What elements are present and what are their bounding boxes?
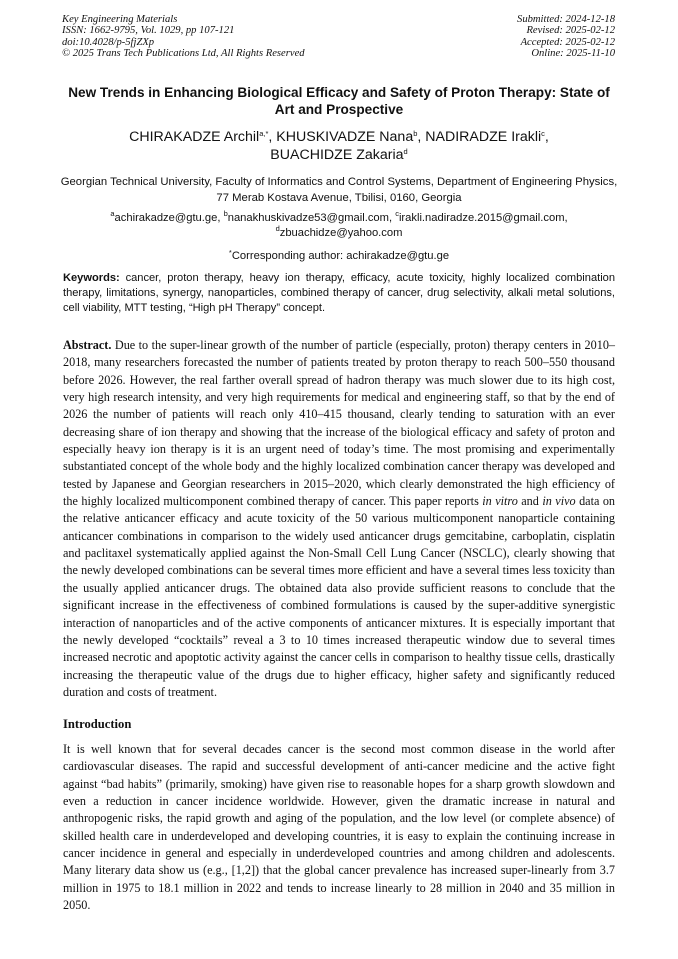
revised-date: Revised: 2025-02-12 <box>526 25 615 37</box>
online-date: Online: 2025-11-10 <box>531 47 615 59</box>
paper-title: New Trends in Enhancing Biological Efficacy and Safety of Proton Therapy: State of Art and Prospective <box>68 85 610 117</box>
submitted-date: Submitted: 2024-12-18 <box>517 14 615 25</box>
author-affiliation-mark: d <box>403 147 408 156</box>
publication-dates <box>517 14 615 59</box>
abstract-section <box>63 337 615 701</box>
author-name: KHUSKIVADZE Nana <box>276 129 414 145</box>
journal-info <box>62 14 305 59</box>
email-mark: c <box>395 209 399 218</box>
affiliation: Georgian Technical University, Faculty of Informatics and Control Systems, Department of Engineering Physics, 77 Merab Kostava Avenue, Tbilisi, 0160, Georgia <box>60 176 618 204</box>
email-mark: a <box>110 209 115 218</box>
author-affiliation-mark: c <box>541 129 545 138</box>
keywords-text: cancer, proton therapy, heavy ion therapy, efficacy, acute toxicity, highly localized combination therapy, limitations, synergy, nanoparticles, combined therapy of cancer, drug selectivity, alkali metal solutions, cell viability, MTT testing, “High pH Therapy” concept. <box>63 272 615 314</box>
introduction-paragraph: It is well known that for several decades cancer is the second most common disease in the world after cardiovascular diseases. The rapid and successful development of anti-cancer medicine and the active fight against “bad habits” (primarily, smoking) have given rise to reasonable hopes for a sharp growth slowdown and even a reduction in cancer incidence worldwide. However, given the dramatic increase in natural and anthropogenic risks, the rapid growth and aging of the population, and the low level (or complete absence) of skilled health care in underdeveloped and developing countries, it is easy to explain the continuing increase in cancer incidence in general and especially in underdeveloped countries and among children and adolescents. Many literary data show us (e.g., [1,2]) that the global cancer prevalence has increased super-linearly from 3.7 million in 1975 to 18.1 million in 2022 and tends to increase linearly to 28 million in 2040 and 35 million in 2050. <box>63 742 615 913</box>
keywords-section <box>63 271 615 316</box>
author-name: BUACHIDZE Zakaria <box>270 147 404 163</box>
accepted-date: Accepted: 2025-02-12 <box>520 36 615 48</box>
corresponding-author-mark: * <box>265 129 269 138</box>
abstract-text: Due to the super-linear growth of the number of particle (especially, proton) therapy centers in 2010–2018, many researchers forecasted the number of patients treated by proton therapy to reach 500–550 thousand before 2026. However, the real farther overall spread of hadron therapy was much slower due to its high cost, very high research intensity, and very high requirements for medical and engineering staff, so that by the end of 2026 the number of patients will reach only 410–415 thousand, clearly tending to saturation with an ever decreasing share of ion therapy and showing that the increase of the biological efficacy and safety of proton and especially heavy ion therapy is it is an urgent need of today’s time. The most promising and experimentally substantiated concept of the whole body and the highly localized combination cancer therapy was developed and tested by Japanese and Georgian researchers in 2015–2020, which clearly demonstrated the high efficiency of the highly localized multicomponent combined therapy of cancer. This paper reports <box>63 338 616 509</box>
author-name: CHIRAKADZE Archil <box>129 129 260 145</box>
in-vivo-term: in vivo <box>542 494 576 509</box>
issn-line: ISSN: 1662-9795, Vol. 1029, pp 107-121 <box>62 25 235 37</box>
email-link[interactable]: nanakhuskivadze53@gmail.com <box>227 212 389 224</box>
section-heading: Introduction <box>63 717 132 731</box>
corresponding-text: Corresponding author: achirakadze@gtu.ge <box>231 250 450 262</box>
email-mark: d <box>275 224 280 233</box>
author-affiliation-mark: a, <box>259 129 266 138</box>
email-link[interactable]: achirakadze@gtu.ge <box>114 212 218 224</box>
email-link[interactable]: zbuachidze@yahoo.com <box>279 227 403 239</box>
corresponding-mark: * <box>228 248 232 257</box>
abstract-label: Abstract. <box>63 338 112 352</box>
doi-line: doi:10.4028/p-5fjZXp <box>62 36 155 48</box>
email-mark: b <box>223 209 228 218</box>
author-name: NADIRADZE Irakli <box>425 129 542 145</box>
conjunction: and <box>521 494 539 509</box>
author-list: CHIRAKADZE Archil$^{a,*}$, KHUSKIVADZE Nana$^b$, NADIRADZE Irakli$^c$, BUACHIDZE Zakaria$^d$ <box>129 129 549 163</box>
journal-name: Key Engineering Materials <box>62 14 178 25</box>
corresponding-author <box>60 249 618 263</box>
author-affiliation-mark: b <box>413 129 418 138</box>
email-link[interactable]: irakli.nadiradze.2015@gmail.com <box>398 212 565 224</box>
copyright-line: © 2025 Trans Tech Publications Ltd, All Rights Reserved <box>62 47 305 59</box>
author-emails: $^a$achirakadze@gtu.ge, $^b$nanakhuskivadze53@gmail.com, $^c$irakli.nadiradze.2015@gmail.com, $^d$zbuachidze@yahoo.com <box>110 209 568 239</box>
in-vitro-term: in vitro <box>482 494 518 509</box>
keywords-label: Keywords: <box>63 272 120 284</box>
abstract-text: data on the relative anticancer efficacy and acute toxicity of the 50 various multicomponent nanoparticle containing anticancer combinations in comparison to the widely used anticancer drugs gemcitabine, carboplatin, cisplatin and paclitaxel systematically applied against the Non-Small Cell Lung Cancer (NSCLC), clearly showing that the newly developed combinations can be several times more efficient and have a several times less toxicity than the usually applied anticancer drugs. The obtained data also provide sufficient reasons to conclude that the significant increase in the effectiveness of combined formulations is caused by the super-additive synergistic interaction of nanoparticles and of the active components of anticancer mixtures. It is especially important that the newly developed “cocktails” reveal a 3 to 10 times increased therapeutic window due to several times increased necrotic and apoptotic activity against the cancer cells in comparison to healthy tissue cells, drastically increasing the therapeutic value of the drugs due to higher efficacy, higher safety and significantly reduced duration and costs of treatment. <box>63 494 616 699</box>
